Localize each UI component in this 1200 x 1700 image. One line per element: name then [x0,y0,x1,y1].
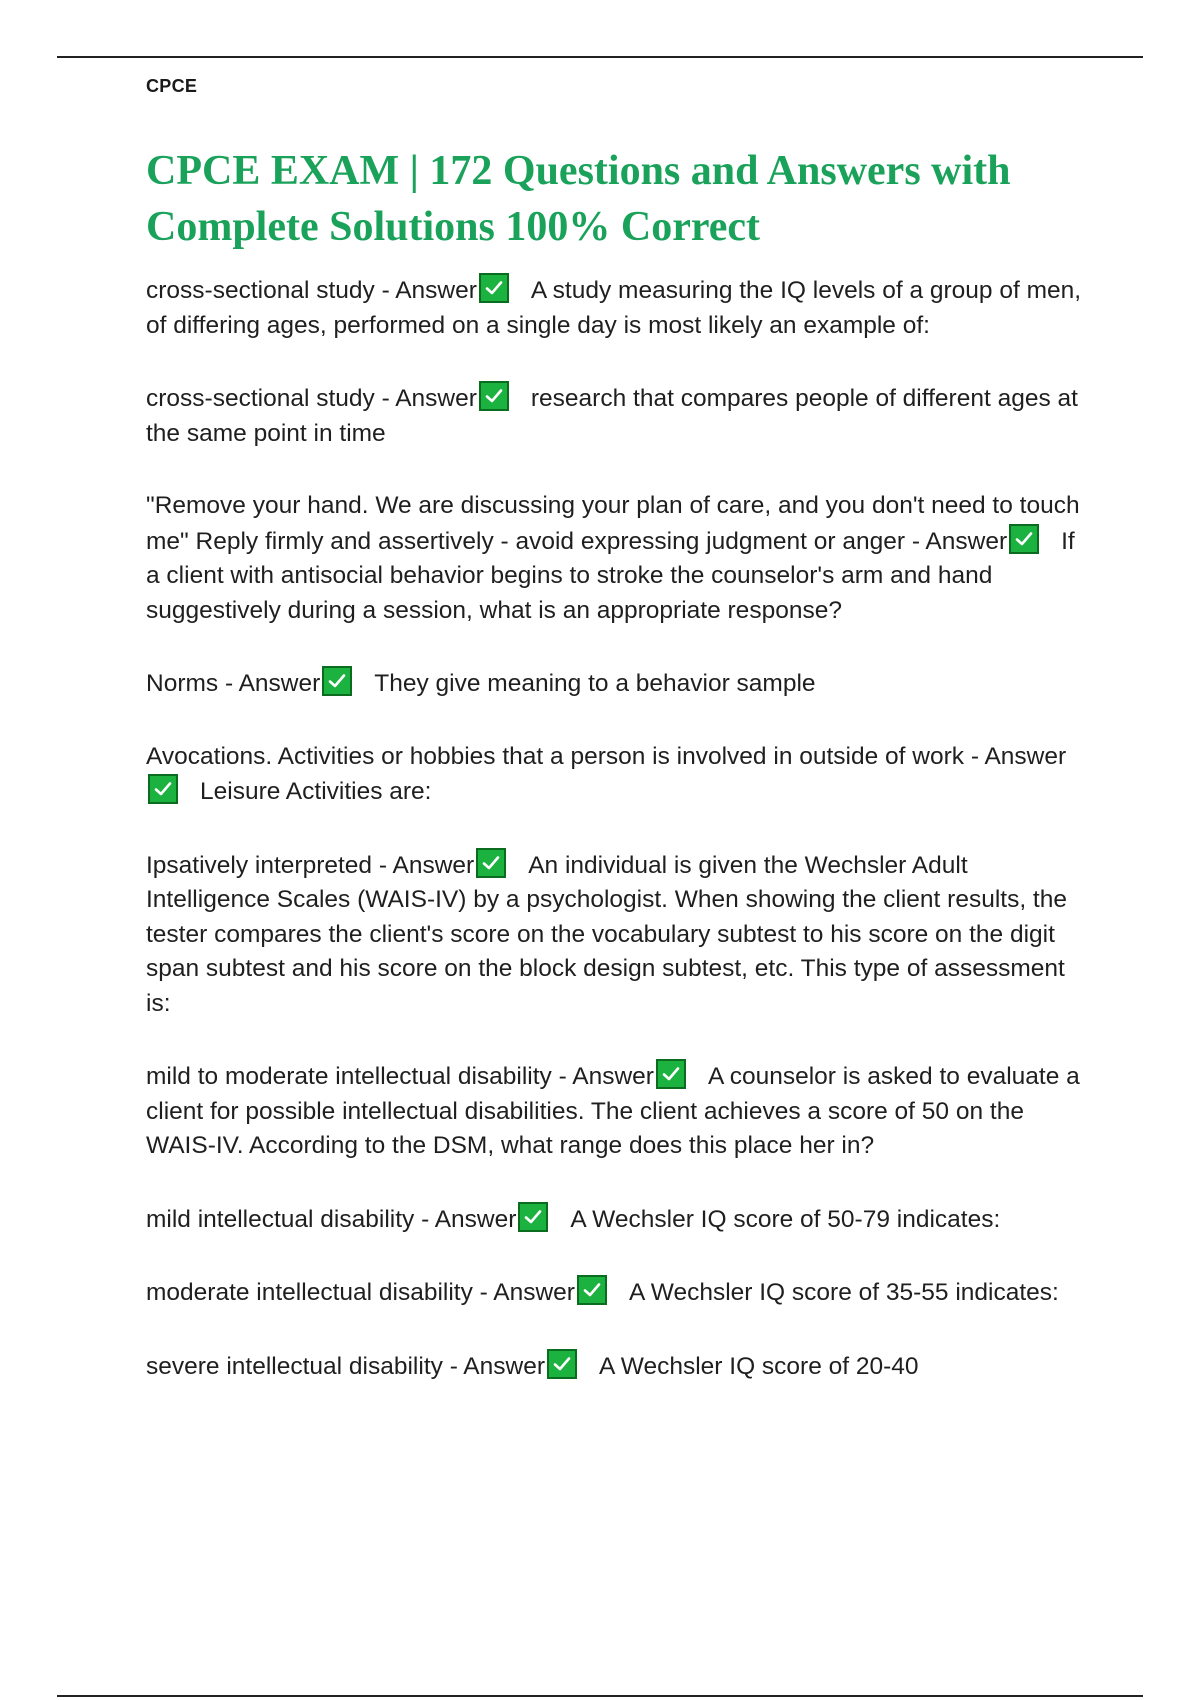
top-rule [57,56,1143,58]
answer-text: Norms [146,670,219,697]
qa-item [146,740,1086,810]
answer-text: cross-sectional study [146,385,375,412]
answer-text: severe intellectual disability [146,1352,443,1380]
question-text: A Wechsler IQ score of 50-79 indicates: [570,1205,1001,1233]
answer-text: mild intellectual disability [146,1205,415,1233]
check-mark-icon [577,1275,607,1305]
question-text: research that compares people of different ages at the same point in time [146,385,1078,447]
qa-item [146,1349,1086,1385]
check-mark-icon [476,848,506,878]
qa-item [146,1059,1086,1164]
answer-text: mild to moderate intellectual disability [146,1063,552,1090]
answer-text: moderate intellectual disability [146,1279,473,1306]
answer-marker: - Answer [970,742,1067,770]
answer-marker: - Answer [421,1205,517,1233]
question-text: A study measuring the IQ levels of a group of men, of differing ages, performed on a single day is most likely an example of: [146,277,1082,339]
qa-item [146,1202,1086,1238]
qa-item [146,381,1086,451]
check-mark-icon [518,1202,548,1232]
question-text: An individual is given the Wechsler Adult Intelligence Scales (WAIS-IV) by a psychologist. When showing the client results, the tester compares the client's score on the vocabulary subtest to his score on the digit span subtest and his score on the block design subtest, etc. This type of assessment is: [146,851,1067,1017]
check-mark-icon [1009,524,1039,554]
question-text: They give meaning to a behavior sample [374,670,816,697]
qa-item [146,489,1086,628]
answer-marker: - Answer [378,851,475,879]
qa-item [146,1275,1086,1311]
answer-marker: - Answer [911,527,1008,555]
question-text: If a client with antisocial behavior begins to stroke the counselor's arm and hand suggestively during a session, what is an appropriate response? [146,527,1075,624]
answer-text: "Remove your hand. We are discussing your plan of care, and you don't need to touch me" Reply firmly and assertively - avoid expressing judgment or anger [146,492,1080,555]
check-mark-icon [479,273,509,303]
check-mark-icon [547,1349,577,1379]
answer-marker: - Answer [479,1279,575,1306]
answer-marker: - Answer [558,1063,654,1090]
qa-item [146,273,1086,343]
check-mark-icon [656,1059,686,1089]
answer-text: Avocations. Activities or hobbies that a person is involved in outside of work [146,742,965,770]
answer-marker: - Answer [224,670,321,697]
document-title: CPCE EXAM | 172 Questions and Answers with Complete Solutions 100% Correct [146,148,1011,250]
answer-text: cross-sectional study [146,277,375,304]
question-text: A Wechsler IQ score of 20-40 [599,1352,919,1380]
answer-text: Ipsatively interpreted [146,851,373,879]
running-header: CPCE [146,76,198,96]
answer-marker: - Answer [381,277,477,304]
qa-item [146,666,1086,702]
check-mark-icon [479,381,509,411]
check-mark-icon [322,666,352,696]
qa-item [146,848,1086,1022]
answer-marker: - Answer [381,385,477,412]
question-text: A counselor is asked to evaluate a client for possible intellectual disabilities. The client achieves a score of 50 on the WAIS-IV. According to the DSM, what range does this place her in? [146,1063,1080,1159]
check-mark-icon [148,774,178,804]
bottom-rule [57,1695,1143,1697]
question-text: A Wechsler IQ score of 35-55 indicates: [628,1279,1059,1306]
answer-marker: - Answer [449,1352,545,1380]
question-text: Leisure Activities are: [200,778,432,805]
qa-list [146,273,1086,1422]
